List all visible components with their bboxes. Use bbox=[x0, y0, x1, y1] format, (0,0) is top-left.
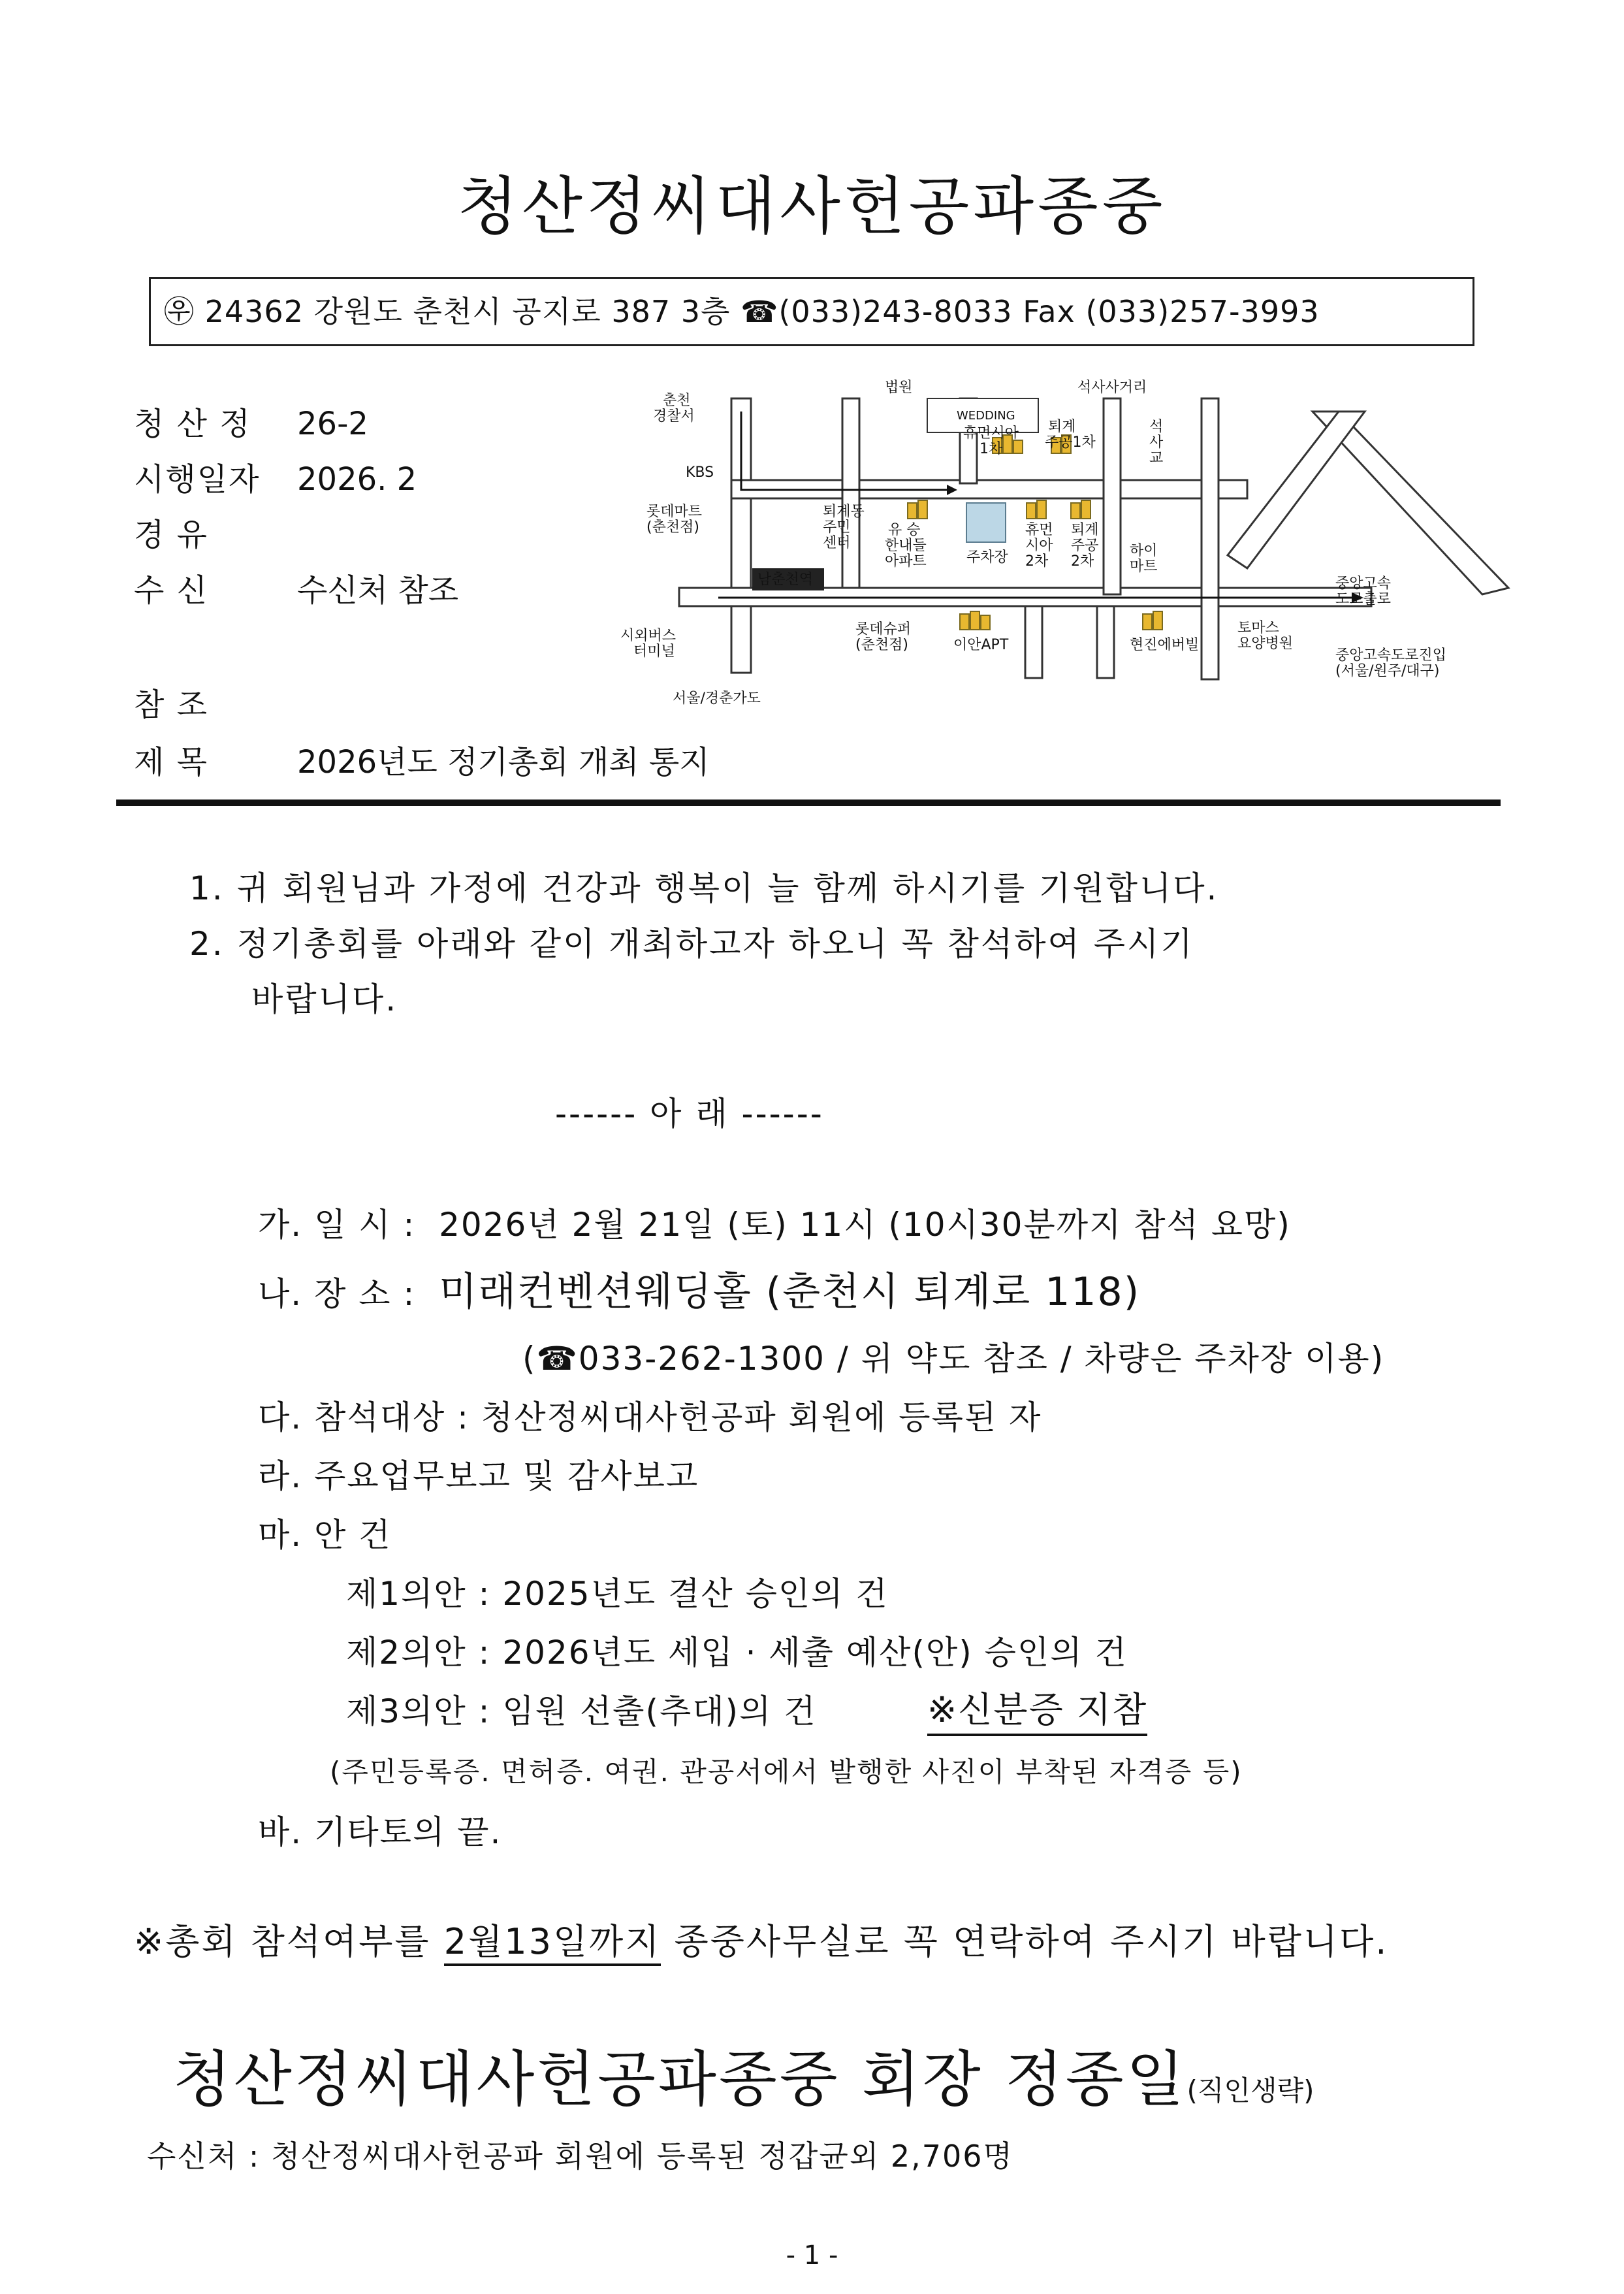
svg-text:남춘천역: 남춘천역 bbox=[757, 572, 814, 588]
rsvp-deadline: 2월13일까지 bbox=[444, 1921, 661, 1966]
detail-label: 나. 장 소 : bbox=[258, 1275, 416, 1313]
rsvp-prefix: ※총회 참석여부를 bbox=[134, 1921, 444, 1962]
svg-text:경찰서: 경찰서 bbox=[653, 408, 695, 425]
svg-text:WEDDING: WEDDING bbox=[957, 409, 1015, 423]
svg-text:1차: 1차 bbox=[979, 441, 1003, 457]
svg-text:시외버스: 시외버스 bbox=[620, 628, 677, 644]
meta-value: 2026년도 정기총회 개최 통지 bbox=[297, 744, 710, 781]
detail-other: 바. 기타토의 끝. bbox=[258, 1813, 502, 1851]
detail-agenda: 마. 안 건 bbox=[258, 1516, 392, 1554]
meta-label: 시행일자 bbox=[134, 461, 261, 498]
meta-label: 제 목 bbox=[134, 744, 208, 781]
svg-text:중앙고속: 중앙고속 bbox=[1335, 575, 1392, 592]
svg-text:하이: 하이 bbox=[1130, 543, 1158, 559]
meta-value: 26-2 bbox=[297, 406, 368, 442]
detail-venue bbox=[258, 1261, 1140, 1317]
agenda-item-2: 제2의안 : 2026년도 세입 · 세출 예산(안) 승인의 건 bbox=[346, 1634, 1128, 1672]
address-box: ㉾ 24362 강원도 춘천시 공지로 387 3층 ☎(033)243-8033 Fax (033)257-3993 bbox=[149, 277, 1474, 346]
detail-value: 미래컨벤션웨딩홀 (춘천시 퇴계로 118) bbox=[439, 1269, 1141, 1315]
svg-text:롯데슈퍼: 롯데슈퍼 bbox=[855, 621, 912, 638]
document-title: 청산정씨대사헌공파종중 bbox=[457, 170, 1167, 243]
detail-datetime bbox=[258, 1199, 1291, 1246]
svg-text:휴먼시아: 휴먼시아 bbox=[963, 425, 1019, 442]
svg-text:서울/경춘가도: 서울/경춘가도 bbox=[673, 690, 761, 707]
svg-text:센터: 센터 bbox=[823, 535, 851, 551]
rsvp-suffix: 종중사무실로 꼭 연락하여 주시기 바랍니다. bbox=[661, 1921, 1389, 1962]
venue-note: (☎033-262-1300 / 위 약도 참조 / 차량은 주차장 이용) bbox=[522, 1340, 1385, 1378]
rsvp-notice bbox=[134, 1914, 1388, 1964]
svg-text:유 승: 유 승 bbox=[888, 522, 921, 538]
svg-text:석사사거리: 석사사거리 bbox=[1077, 380, 1147, 396]
svg-text:한내들: 한내들 bbox=[885, 538, 927, 554]
svg-text:요양병원: 요양병원 bbox=[1237, 636, 1294, 652]
svg-text:아파트: 아파트 bbox=[885, 553, 927, 570]
meta-value: 2026. 2 bbox=[297, 461, 417, 498]
paragraph-1: 1. 귀 회원님과 가정에 건강과 행복이 늘 함께 하시기를 기원합니다. bbox=[189, 869, 1219, 907]
meta-value: 수신처 참조 bbox=[297, 572, 459, 609]
svg-text:퇴계동: 퇴계동 bbox=[823, 504, 865, 520]
svg-text:퇴계: 퇴계 bbox=[1048, 419, 1076, 435]
page-number: - 1 - bbox=[786, 2240, 838, 2270]
svg-text:2차: 2차 bbox=[1071, 553, 1094, 570]
svg-text:춘천: 춘천 bbox=[663, 393, 691, 409]
svg-text:마트: 마트 bbox=[1130, 558, 1158, 575]
svg-text:석: 석 bbox=[1149, 419, 1164, 435]
id-required-note: ※신분증 지참 bbox=[927, 1682, 1147, 1736]
svg-text:롯데마트: 롯데마트 bbox=[646, 504, 703, 520]
svg-text:도로출로: 도로출로 bbox=[1335, 591, 1392, 607]
agenda-item-3: 제3의안 : 임원 선출(추대)의 건 bbox=[346, 1692, 817, 1730]
below-heading: ------ 아 래 ------ bbox=[555, 1095, 824, 1133]
svg-text:KBS: KBS bbox=[686, 464, 714, 481]
svg-text:교: 교 bbox=[1149, 450, 1164, 466]
svg-text:중앙고속도로진입: 중앙고속도로진입 bbox=[1335, 647, 1447, 664]
signature-text: 청산정씨대사헌공파종중 회장 정종일 bbox=[173, 2044, 1187, 2114]
svg-text:주차장: 주차장 bbox=[966, 549, 1008, 566]
stamp-omitted-note: (직인생략) bbox=[1186, 2075, 1314, 2107]
svg-text:(춘천점): (춘천점) bbox=[646, 519, 699, 536]
svg-text:(서울/원주/대구): (서울/원주/대구) bbox=[1335, 663, 1440, 679]
svg-text:주공: 주공 bbox=[1071, 538, 1099, 554]
id-types-note: (주민등록증. 면허증. 여권. 관공서에서 발행한 사진이 부착된 자격증 등) bbox=[330, 1756, 1243, 1788]
signature-line bbox=[173, 2031, 1314, 2118]
meta-recipient bbox=[134, 565, 458, 610]
svg-text:(춘천점): (춘천점) bbox=[855, 637, 908, 653]
meta-subject bbox=[134, 737, 710, 782]
svg-text:주민: 주민 bbox=[823, 519, 851, 536]
svg-text:현진에버빌: 현진에버빌 bbox=[1130, 637, 1200, 653]
meta-label: 청 산 정 bbox=[134, 406, 251, 442]
meta-label: 수 신 bbox=[134, 572, 208, 609]
meta-doc-number bbox=[134, 398, 368, 444]
meta-via bbox=[134, 509, 297, 555]
svg-text:주공1차: 주공1차 bbox=[1045, 434, 1096, 451]
meta-label: 경 유 bbox=[134, 517, 208, 553]
svg-text:휴먼: 휴먼 bbox=[1025, 522, 1053, 538]
detail-value: 2026년 2월 21일 (토) 11시 (10시30분까지 참석 요망) bbox=[439, 1206, 1291, 1244]
recipients-line: 수신처 : 청산정씨대사헌공파 회원에 등록된 정갑균외 2,706명 bbox=[147, 2139, 1013, 2174]
meta-label: 참 조 bbox=[134, 687, 208, 723]
svg-text:퇴계: 퇴계 bbox=[1071, 522, 1099, 538]
header-divider bbox=[116, 800, 1501, 806]
detail-reports: 라. 주요업무보고 및 감사보고 bbox=[258, 1457, 699, 1495]
agenda-item-1: 제1의안 : 2025년도 결산 승인의 건 bbox=[346, 1575, 889, 1613]
meta-reference bbox=[134, 679, 297, 724]
meta-date bbox=[134, 454, 417, 499]
detail-label: 가. 일 시 : bbox=[258, 1206, 416, 1244]
detail-attendees: 다. 참석대상 : 청산정씨대사헌공파 회원에 등록된 자 bbox=[258, 1398, 1042, 1436]
location-map bbox=[620, 372, 1528, 712]
paragraph-2: 2. 정기총회를 아래와 같이 개최하고자 하오니 꼭 참석하여 주시기 bbox=[189, 925, 1194, 963]
svg-text:터미널: 터미널 bbox=[633, 643, 675, 660]
svg-text:사: 사 bbox=[1149, 434, 1164, 451]
svg-text:법원: 법원 bbox=[885, 380, 913, 396]
paragraph-2-cont: 바랍니다. bbox=[251, 980, 398, 1018]
svg-text:이안APT: 이안APT bbox=[953, 637, 1009, 653]
svg-text:토마스: 토마스 bbox=[1237, 620, 1279, 636]
svg-text:2차: 2차 bbox=[1025, 553, 1049, 570]
svg-text:시아: 시아 bbox=[1025, 538, 1053, 554]
